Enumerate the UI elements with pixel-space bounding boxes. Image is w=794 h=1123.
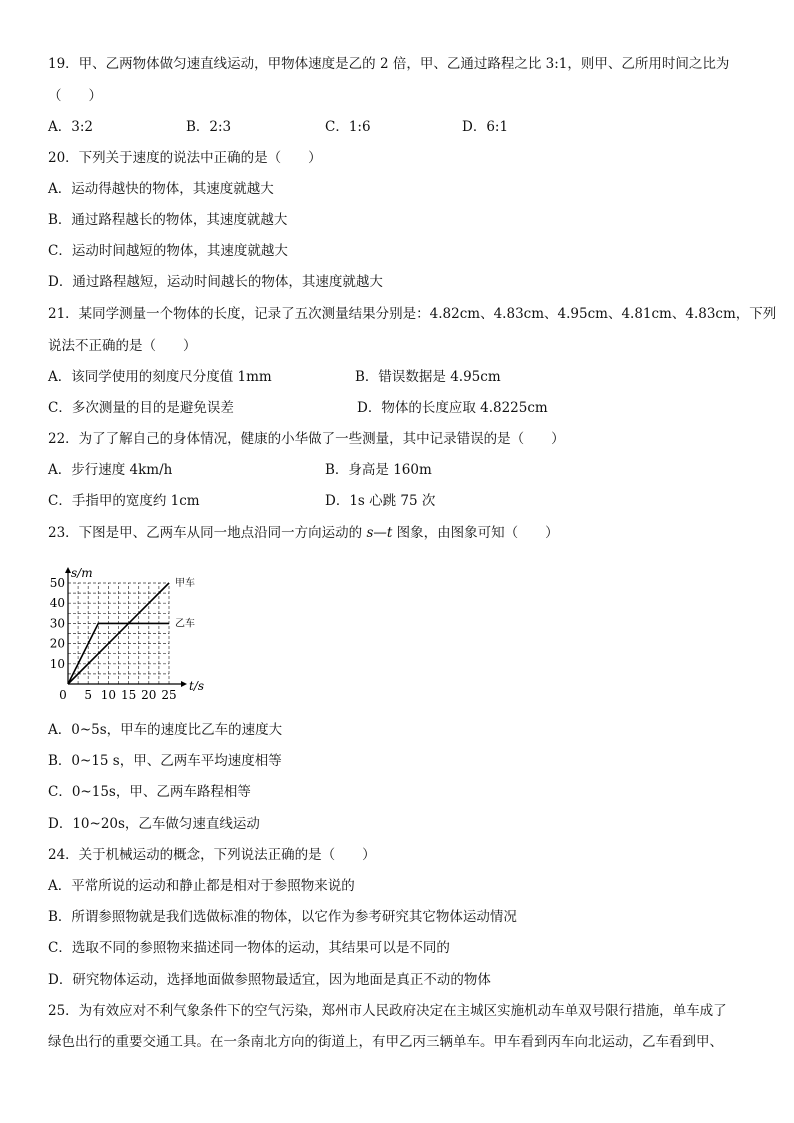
q20-option-c: C．运动时间越短的物体，其速度就越大: [48, 243, 288, 259]
x-tick-label: 10: [100, 688, 117, 702]
series-label-jia: 甲车: [175, 578, 195, 589]
x-axis-arrow: [181, 681, 187, 687]
x-tick-label: 0: [59, 688, 67, 702]
q23-stem-suffix: 图象，由图象可知（ ）: [392, 525, 559, 541]
q22-option-a: A．步行速度 4km/h: [48, 462, 173, 478]
q24-option-b: B．所谓参照物就是我们选做标准的物体，以它作为参考研究其它物体运动情况: [48, 909, 517, 925]
q22-stem: 22．为了了解自己的身体情况，健康的小华做了一些测量，其中记录错误的是（ ）: [48, 431, 565, 447]
q21-option-a: A．该同学使用的刻度尺分度值 1mm: [48, 369, 272, 385]
q23-stem: [48, 524, 559, 542]
q21-option-c: C．多次测量的目的是避免误差: [48, 400, 234, 416]
q23-stem-prefix: 23．下图是甲、乙两车从同一地点沿同一方向运动的: [48, 525, 367, 541]
q24-stem: 24．关于机械运动的概念，下列说法正确的是（ ）: [48, 847, 376, 863]
q20-stem: 20．下列关于速度的说法中正确的是（ ）: [48, 150, 322, 166]
q20-option-b: B．通过路程越长的物体，其速度就越大: [48, 212, 288, 228]
y-tick-label: 10: [49, 656, 65, 671]
y-tick-label: 20: [49, 636, 65, 651]
y-tick-label: 30: [49, 616, 65, 631]
y-axis-label: s/m: [71, 566, 93, 580]
q23-stem-variable: s—t: [366, 525, 393, 541]
q19-option-d: D．6:1: [462, 119, 509, 135]
q20-option-d: D．通过路程越短，运动时间越长的物体，其速度就越大: [48, 274, 383, 290]
q24-option-a: A．平常所说的运动和静止都是相对于参照物来说的: [48, 878, 355, 894]
q21-stem-continued: 说法不正确的是（ ）: [48, 338, 197, 354]
series-label-yi: 乙车: [175, 618, 195, 630]
q23-option-a: A．0~5s，甲车的速度比乙车的速度大: [48, 722, 283, 738]
q22-option-b: B．身高是 160m: [325, 462, 432, 478]
q24-option-c: C．选取不同的参照物来描述同一物体的运动，其结果可以是不同的: [48, 940, 450, 956]
x-tick-label: 5: [84, 688, 93, 702]
q19-paren: （ ）: [48, 88, 102, 104]
q19-option-c: C．1:6: [325, 119, 371, 135]
q24-option-d: D．研究物体运动，选择地面做参照物最适宜，因为地面是真正不动的物体: [48, 972, 491, 988]
q22-option-c: C．手指甲的宽度约 1cm: [48, 493, 200, 509]
q23-option-b: B．0~15 s，甲、乙两车平均速度相等: [48, 753, 282, 769]
q22-option-d: D．1s 心跳 75 次: [325, 493, 436, 509]
y-tick-label: 40: [49, 596, 65, 611]
q20-option-a: A．运动得越快的物体，其速度就越大: [48, 181, 274, 197]
q21-option-b: B．错误数据是 4.95cm: [355, 369, 501, 385]
q25-line-1: 25．为有效应对不利气象条件下的空气污染，郑州市人民政府决定在主城区实施机动车单双号限行措施，单车成了: [48, 1003, 727, 1019]
q21-stem: 21．某同学测量一个物体的长度，记录了五次测量结果分别是：4.82cm、4.83cm、4.95cm、4.81cm、4.83cm，下列: [48, 306, 777, 322]
q19-option-b: B．2:3: [186, 119, 232, 135]
q21-option-d: D．物体的长度应取 4.8225cm: [357, 400, 548, 416]
y-tick-label: 50: [49, 576, 65, 590]
series-lines: [68, 577, 195, 684]
q23-option-c: C．0~15s，甲、乙两车路程相等: [48, 784, 251, 800]
q19-option-a: A．3:2: [48, 119, 93, 135]
s-t-graph: [49, 556, 242, 706]
x-tick-label: 20: [141, 688, 157, 702]
x-tick-label: 15: [120, 688, 137, 702]
q25-line-2: 绿色出行的重要交通工具。在一条南北方向的街道上，有甲乙丙三辆单车。甲车看到丙车向北运动，乙车看到甲、: [48, 1034, 723, 1050]
q23-option-d: D．10~20s，乙车做匀速直线运动: [48, 816, 260, 832]
x-axis-label: t/s: [189, 679, 205, 693]
x-tick-label: 25: [161, 688, 177, 702]
q19-stem: 19．甲、乙两物体做匀速直线运动，甲物体速度是乙的 2 倍，甲、乙通过路程之比 3:1，则甲、乙所用时间之比为: [48, 56, 730, 72]
